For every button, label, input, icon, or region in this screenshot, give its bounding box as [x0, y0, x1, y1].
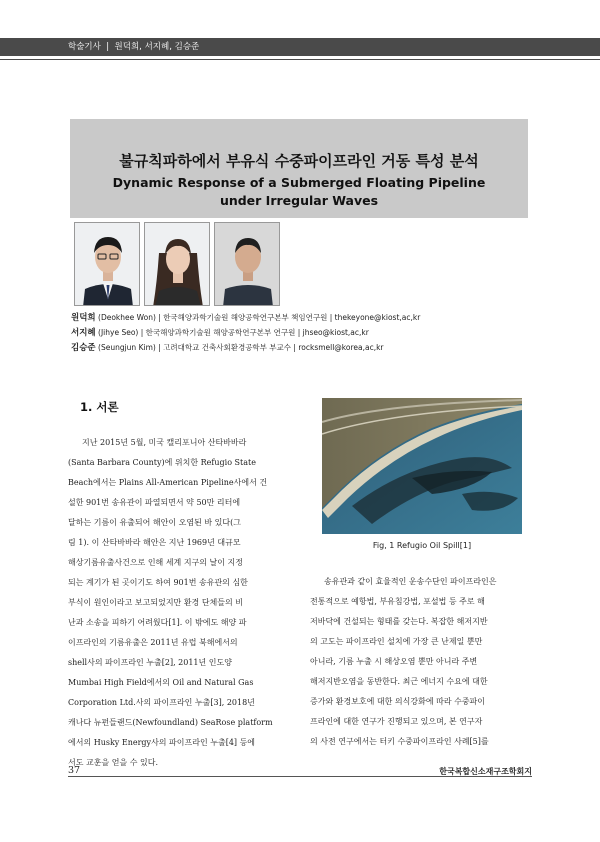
author-name-ko: 원덕희 [71, 313, 96, 323]
page-number: 37 [68, 765, 81, 776]
body-line: 서도 교훈을 얻을 수 있다. [68, 758, 158, 767]
body-line: 프라인에 대한 연구가 진행되고 있으며, 본 연구자 [310, 717, 483, 726]
body-line: 저바닥에 건설되는 형태를 갖는다. 복잡한 해저지반 [310, 617, 488, 626]
body-line: 부식이 원인이라고 보고되었지만 환경 단체들의 비 [68, 598, 244, 607]
body-line: (Santa Barbara County)에 위치한 Refugio State [68, 458, 256, 467]
author-photo-kim [214, 222, 280, 306]
figure-oil-spill-photo [322, 398, 522, 534]
title-english-line1: Dynamic Response of a Submerged Floating Pipeline [112, 175, 486, 190]
body-line: 해저지반오염을 동반한다. 최근 에너지 수요에 대한 [310, 677, 488, 686]
author-name-en: (Deokhee Won) [98, 313, 156, 322]
author-name-en: (Jihye Seo) [98, 328, 139, 337]
author-affiliation: | 한국해양과학기술원 해양공학연구본부 책임연구원 | thekeyone@kiost,ac,kr [158, 313, 421, 322]
body-line: 달하는 기름이 유출되어 해안이 오염된 바 있다(그 [68, 518, 241, 527]
author-photo-seo [144, 222, 210, 306]
body-line: 캐나다 뉴펀들랜드(Newfoundland) SeaRose platform [68, 718, 273, 727]
author-name-ko: 서지혜 [71, 328, 96, 338]
author-line-1 [71, 311, 420, 323]
journal-name: 한국복합신소재구조학회지 [439, 767, 532, 776]
author-photo-won [74, 222, 140, 306]
author-name-ko: 김승준 [71, 343, 96, 353]
body-line: 되는 계기가 된 곳이기도 하여 901번 송유관의 심한 [68, 578, 248, 587]
body-line: shell사의 파이프라인 누출[2], 2011년 인도양 [68, 658, 232, 667]
title-english [70, 174, 528, 210]
running-header [68, 40, 199, 54]
author-line-3 [71, 341, 384, 353]
body-line: 지난 2015년 5월, 미국 캘리포니아 산타바바라 [82, 438, 247, 447]
body-line: 전통적으로 예항법, 부유침강법, 포설법 등 주로 해 [310, 597, 485, 606]
header-rule [0, 59, 600, 60]
body-line: 림 1). 이 산타바바라 해안은 지난 1969년 대규모 [68, 538, 241, 547]
body-line: 의 고도는 파이프라인 설치에 가장 큰 난제일 뿐만 [310, 637, 483, 646]
title-english-line2: under Irregular Waves [219, 193, 379, 208]
body-line: 증가와 환경보호에 대한 의식강화에 따라 수중파이 [310, 697, 486, 706]
section-title: 1. 서론 [80, 400, 119, 414]
body-line: 설한 901번 송유관이 파열되면서 약 50만 리터에 [68, 498, 241, 507]
author-line-2 [71, 326, 369, 338]
body-line: 의 사전 연구에서는 터키 수중파이프라인 사례[5]를 [310, 737, 489, 746]
header-category: 학술기사 [68, 42, 101, 52]
header-authors: 원덕희, 서지혜, 김승준 [114, 42, 200, 52]
body-line: Mumbai High Field에서의 Oil and Natural Gas [68, 678, 254, 687]
body-line: 해상기름유출사건으로 인해 세계 지구의 날이 지정 [68, 558, 244, 567]
author-name-en: (Seungjun Kim) [98, 343, 156, 352]
title-korean: 불규칙파하에서 부유식 수중파이프라인 거동 특성 분석 [119, 152, 479, 170]
header-separator: | [106, 42, 110, 52]
body-line: 송유관과 같이 효율적인 운송수단인 파이프라인은 [324, 577, 497, 586]
body-column-right [310, 572, 532, 752]
body-column-left [68, 433, 289, 773]
figure-caption: Fig, 1 Refugio Oil Spill[1] [372, 541, 472, 550]
body-line: 에서의 Husky Energy사의 파이프라인 누출[4] 등에 [68, 738, 256, 747]
body-line: Beach에서는 Plains All-American Pipeline사에서 건 [68, 478, 268, 487]
body-line: 아니라, 기름 누출 시 해상오염 뿐만 아니라 주변 [310, 657, 478, 666]
body-line: 이프라인의 기름유출은 2011년 유럽 북해에서의 [68, 638, 238, 647]
author-affiliation: | 한국해양과학기술원 해양공학연구본부 연구원 | jhseo@kiost,ac,kr [140, 328, 369, 337]
body-line: Corporation Ltd.사의 파이프라인 누출[3], 2018년 [68, 698, 255, 707]
body-line: 난과 소송을 피하기 어려웠다[1]. 이 밖에도 해양 파 [68, 618, 247, 627]
author-affiliation: | 고려대학교 건축사회환경공학부 부교수 | rocksmell@korea,ac,kr [158, 343, 384, 352]
